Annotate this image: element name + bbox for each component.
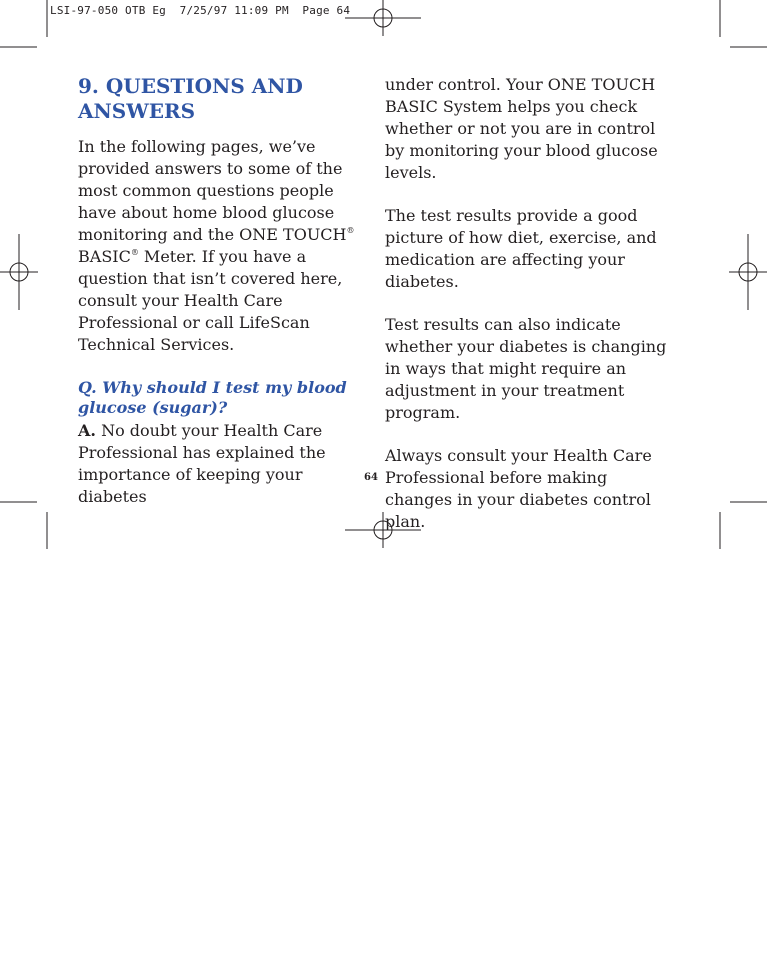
body-paragraph: Test results can also indicate whether your diabetes is changing in ways that might require an adjustment in your treatment program.	[385, 315, 667, 422]
page-number: 64	[364, 472, 378, 483]
left-column	[78, 74, 368, 508]
body-paragraph: The test results provide a good picture of how diet, exercise, and medication are affecting your diabetes.	[385, 206, 657, 291]
answer-label: A.	[78, 421, 96, 440]
intro-paragraph: In the following pages, we’ve provided answers to some of the most common questions people have about home blood glucose monitoring and the ONE TOUCH® BASIC® Meter. If you have a question that isn’t covered here, consult your Health Care Professional or call LifeScan Technical Services.	[78, 137, 355, 354]
body-paragraph: Always consult your Health Care Professional before making changes in your diabetes control plan.	[385, 446, 652, 531]
registered-mark: ®	[130, 248, 139, 257]
registration-mark-left	[0, 234, 38, 310]
print-slug: LSI-97-050 OTB Eg 7/25/97 11:09 PM Page 64	[50, 4, 351, 17]
registered-mark: ®	[346, 226, 355, 235]
answer-paragraph-continued: under control. Your ONE TOUCH BASIC System helps you check whether or not you are in control by monitoring your blood glucose levels.	[385, 75, 658, 182]
section-heading: 9. QUESTIONS AND ANSWERS	[78, 74, 303, 123]
right-column	[385, 74, 675, 554]
registration-mark-top	[345, 0, 421, 36]
registration-mark-right	[729, 234, 767, 310]
answer-text-left: No doubt your Health Care Professional has explained the importance of keeping your diabetes	[78, 421, 326, 506]
question-heading: Q. Why should I test my blood glucose (sugar)?	[78, 378, 347, 417]
answer-paragraph-start	[78, 420, 368, 508]
